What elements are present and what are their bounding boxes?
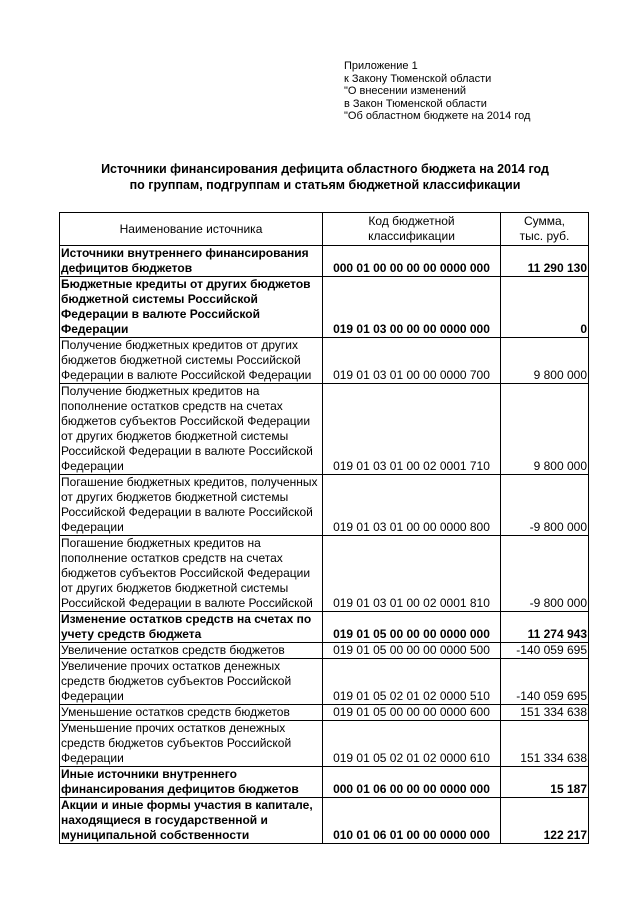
cell-sum: -9 800 000 <box>501 475 589 536</box>
document-title <box>60 161 590 193</box>
title-line-1: Источники финансирования дефицита областного бюджета на 2014 год <box>101 162 549 176</box>
header-name-label: Наименование источника <box>119 221 263 236</box>
cell-sum: 15 187 <box>501 767 589 798</box>
appendix-line: Приложение 1 <box>344 60 418 72</box>
cell-code: 019 01 03 01 00 02 0001 710 <box>323 384 501 475</box>
table-row <box>60 246 589 277</box>
cell-sum: 11 290 130 <box>501 246 589 277</box>
cell-name: Бюджетные кредиты от других бюджетов бюджетной системы Российской Федерации в валюте Российской Федерации <box>60 277 323 338</box>
cell-name: Уменьшение остатков средств бюджетов <box>60 705 323 721</box>
cell-name: Уменьшение прочих остатков денежных средств бюджетов субъектов Российской Федерации <box>60 721 323 767</box>
cell-sum: 9 800 000 <box>501 338 589 384</box>
cell-name: Погашение бюджетных кредитов, полученных от других бюджетов бюджетной системы Российской Федерации в валюте Российской Федерации <box>60 475 323 536</box>
table-row <box>60 659 589 705</box>
cell-name: Иные источники внутреннего финансирования дефицитов бюджетов <box>60 767 323 798</box>
cell-sum: 151 334 638 <box>501 721 589 767</box>
cell-sum: 0 <box>501 277 589 338</box>
cell-code: 019 01 03 01 00 00 0000 700 <box>323 338 501 384</box>
cell-code: 019 01 05 02 01 02 0000 610 <box>323 721 501 767</box>
cell-name: Погашение бюджетных кредитов на пополнение остатков средств на счетах бюджетов субъектов Российской Федерации от других бюджетов бюджетной системы Российской Федерации в валюте Российской <box>60 536 323 612</box>
cell-name: Увеличение остатков средств бюджетов <box>60 643 323 659</box>
table-row <box>60 338 589 384</box>
table-row <box>60 536 589 612</box>
header-code <box>323 213 501 246</box>
cell-name: Получение бюджетных кредитов от других бюджетов бюджетной системы Российской Федерации в валюте Российской Федерации <box>60 338 323 384</box>
cell-code: 000 01 00 00 00 00 0000 000 <box>323 246 501 277</box>
cell-sum: -140 059 695 <box>501 659 589 705</box>
header-sum <box>501 213 589 246</box>
cell-code: 019 01 03 01 00 00 0000 800 <box>323 475 501 536</box>
header-name <box>60 213 323 246</box>
appendix-line: к Закону Тюменской области <box>344 72 492 85</box>
cell-name: Акции и иные формы участия в капитале, находящиеся в государственной и муниципальной собственности <box>60 798 323 844</box>
table-row <box>60 475 589 536</box>
appendix-line: в Закон Тюменской области <box>344 97 487 110</box>
cell-code: 000 01 06 00 00 00 0000 000 <box>323 767 501 798</box>
cell-sum: 11 274 943 <box>501 612 589 643</box>
financing-sources-table <box>59 212 589 844</box>
table-row <box>60 612 589 643</box>
cell-code: 019 01 05 00 00 00 0000 000 <box>323 612 501 643</box>
header-code-line2: классификации <box>368 229 455 243</box>
cell-code: 010 01 06 01 00 00 0000 000 <box>323 798 501 844</box>
header-sum-line2: тыс. руб. <box>519 229 570 243</box>
table-row <box>60 798 589 844</box>
appendix-line: "Об областном бюджете на 2014 год <box>344 110 531 122</box>
appendix-note <box>344 60 530 123</box>
header-code-line1: Код бюджетной <box>368 214 455 228</box>
cell-sum: 151 334 638 <box>501 705 589 721</box>
cell-code: 019 01 03 00 00 00 0000 000 <box>323 277 501 338</box>
table-row <box>60 767 589 798</box>
cell-code: 019 01 03 01 00 02 0001 810 <box>323 536 501 612</box>
cell-name: Увеличение прочих остатков денежных средств бюджетов субъектов Российской Федерации <box>60 659 323 705</box>
cell-sum: -9 800 000 <box>501 536 589 612</box>
cell-name: Источники внутреннего финансирования дефицитов бюджетов <box>60 246 323 277</box>
cell-sum: 9 800 000 <box>501 384 589 475</box>
table-header-row <box>60 213 589 246</box>
cell-name: Изменение остатков средств на счетах по учету средств бюджета <box>60 612 323 643</box>
table-row <box>60 643 589 659</box>
cell-code: 019 01 05 00 00 00 0000 500 <box>323 643 501 659</box>
table-row <box>60 384 589 475</box>
cell-name: Получение бюджетных кредитов на пополнение остатков средств на счетах бюджетов субъектов Российской Федерации от других бюджетов бюджетной системы Российской Федерации в валюте Российской Федерации <box>60 384 323 475</box>
cell-sum: 122 217 <box>501 798 589 844</box>
appendix-line: "О внесении изменений <box>344 85 467 97</box>
title-line-2: по группам, подгруппам и статьям бюджетной классификации <box>129 178 521 192</box>
table-row <box>60 721 589 767</box>
cell-code: 019 01 05 02 01 02 0000 510 <box>323 659 501 705</box>
table-row <box>60 277 589 338</box>
cell-sum: -140 059 695 <box>501 643 589 659</box>
cell-code: 019 01 05 00 00 00 0000 600 <box>323 705 501 721</box>
header-sum-line1: Сумма, <box>523 214 566 228</box>
table-row <box>60 705 589 721</box>
